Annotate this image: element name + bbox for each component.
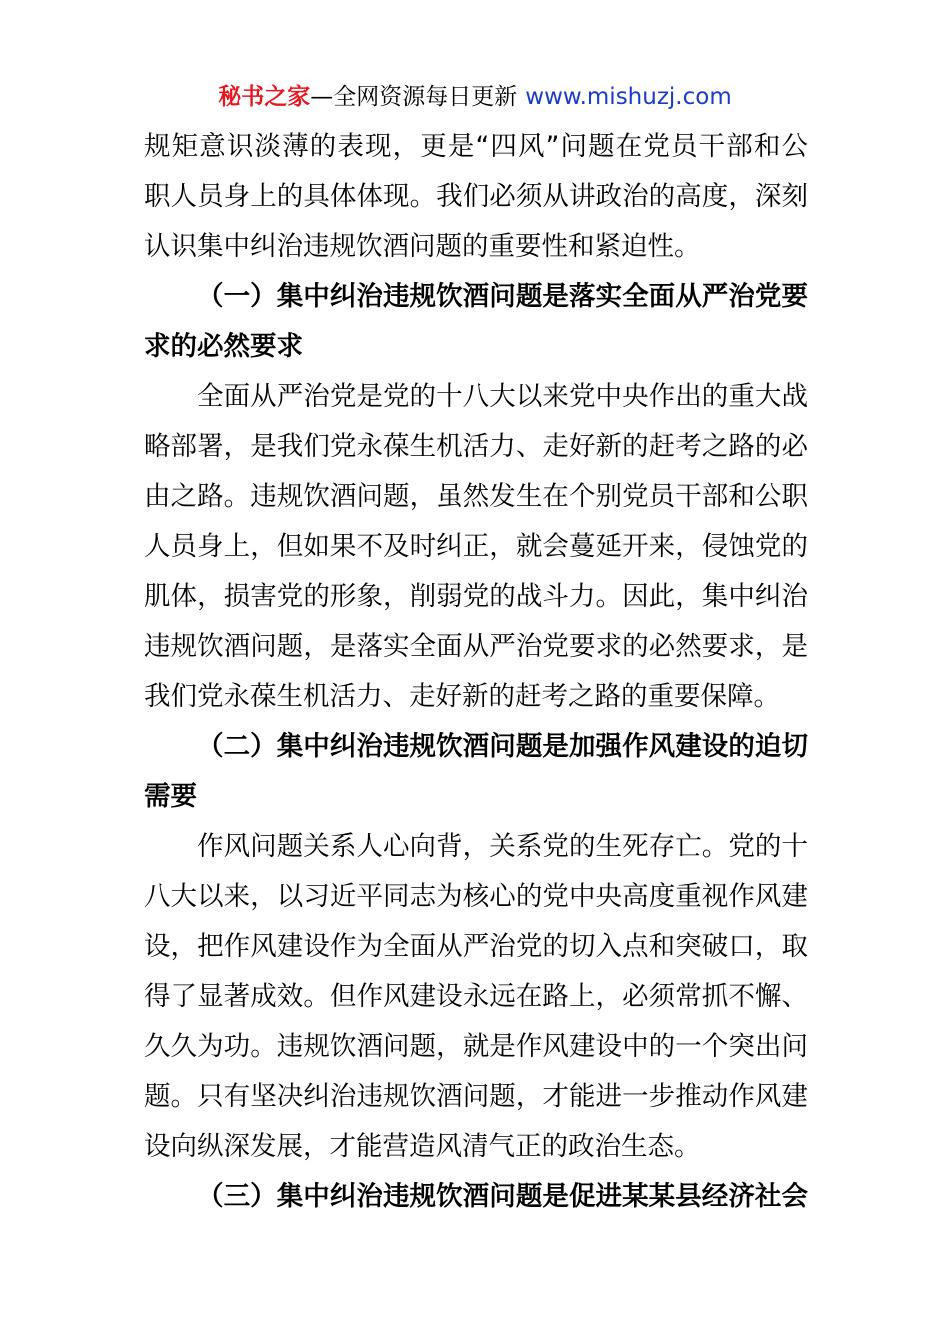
section-heading: （二）集中纠治违规饮酒问题是加强作风建设的迫切 <box>197 731 808 762</box>
paragraph-line: 我们党永葆生机活力、走好新的赶考之路的重要保障。 <box>144 681 780 712</box>
site-url[interactable]: www.mishuzj.com <box>525 84 732 110</box>
paragraph-line: 由之路。违规饮酒问题，虽然发生在个别党员干部和公职 <box>144 481 808 512</box>
paragraph-line: 得了显著成效。但作风建设永远在路上，必须常抓不懈、 <box>144 981 808 1012</box>
section-heading: （三）集中纠治违规饮酒问题是促进某某县经济社会 <box>197 1181 808 1212</box>
site-brand: 秘书之家 <box>218 84 311 110</box>
paragraph-line: 久久为功。违规饮酒问题，就是作风建设中的一个突出问 <box>144 1031 808 1062</box>
paragraph-line: 认识集中纠治违规饮酒问题的重要性和紧迫性。 <box>144 231 701 262</box>
paragraph-line: 略部署，是我们党永葆生机活力、走好新的赶考之路的必 <box>144 431 808 462</box>
paragraph-line: 作风问题关系人心向背，关系党的生死存亡。党的十 <box>197 831 808 862</box>
paragraph-line: 设，把作风建设作为全面从严治党的切入点和突破口，取 <box>144 931 808 962</box>
section-heading: （一）集中纠治违规饮酒问题是落实全面从严治党要 <box>197 281 808 312</box>
paragraph-line: 八大以来，以习近平同志为核心的党中央高度重视作风建 <box>144 881 808 912</box>
paragraph-line: 规矩意识淡薄的表现，更是“四风”问题在党员干部和公 <box>144 131 808 162</box>
paragraph-line: 设向纵深发展，才能营造风清气正的政治生态。 <box>144 1131 701 1162</box>
section-heading: 求的必然要求 <box>144 331 303 362</box>
site-header <box>0 80 950 114</box>
paragraph-line: 违规饮酒问题，是落实全面从严治党要求的必然要求，是 <box>144 631 808 662</box>
paragraph-line: 肌体，损害党的形象，削弱党的战斗力。因此，集中纠治 <box>144 581 808 612</box>
section-heading: 需要 <box>144 781 197 812</box>
site-tagline: —全网资源每日更新 <box>310 84 518 110</box>
paragraph-line: 全面从严治党是党的十八大以来党中央作出的重大战 <box>197 381 808 412</box>
paragraph-line: 题。只有坚决纠治违规饮酒问题，才能进一步推动作风建 <box>144 1081 808 1112</box>
paragraph-line: 职人员身上的具体体现。我们必须从讲政治的高度，深刻 <box>144 181 808 212</box>
document-body <box>144 122 808 1222</box>
paragraph-line: 人员身上，但如果不及时纠正，就会蔓延开来，侵蚀党的 <box>144 531 808 562</box>
